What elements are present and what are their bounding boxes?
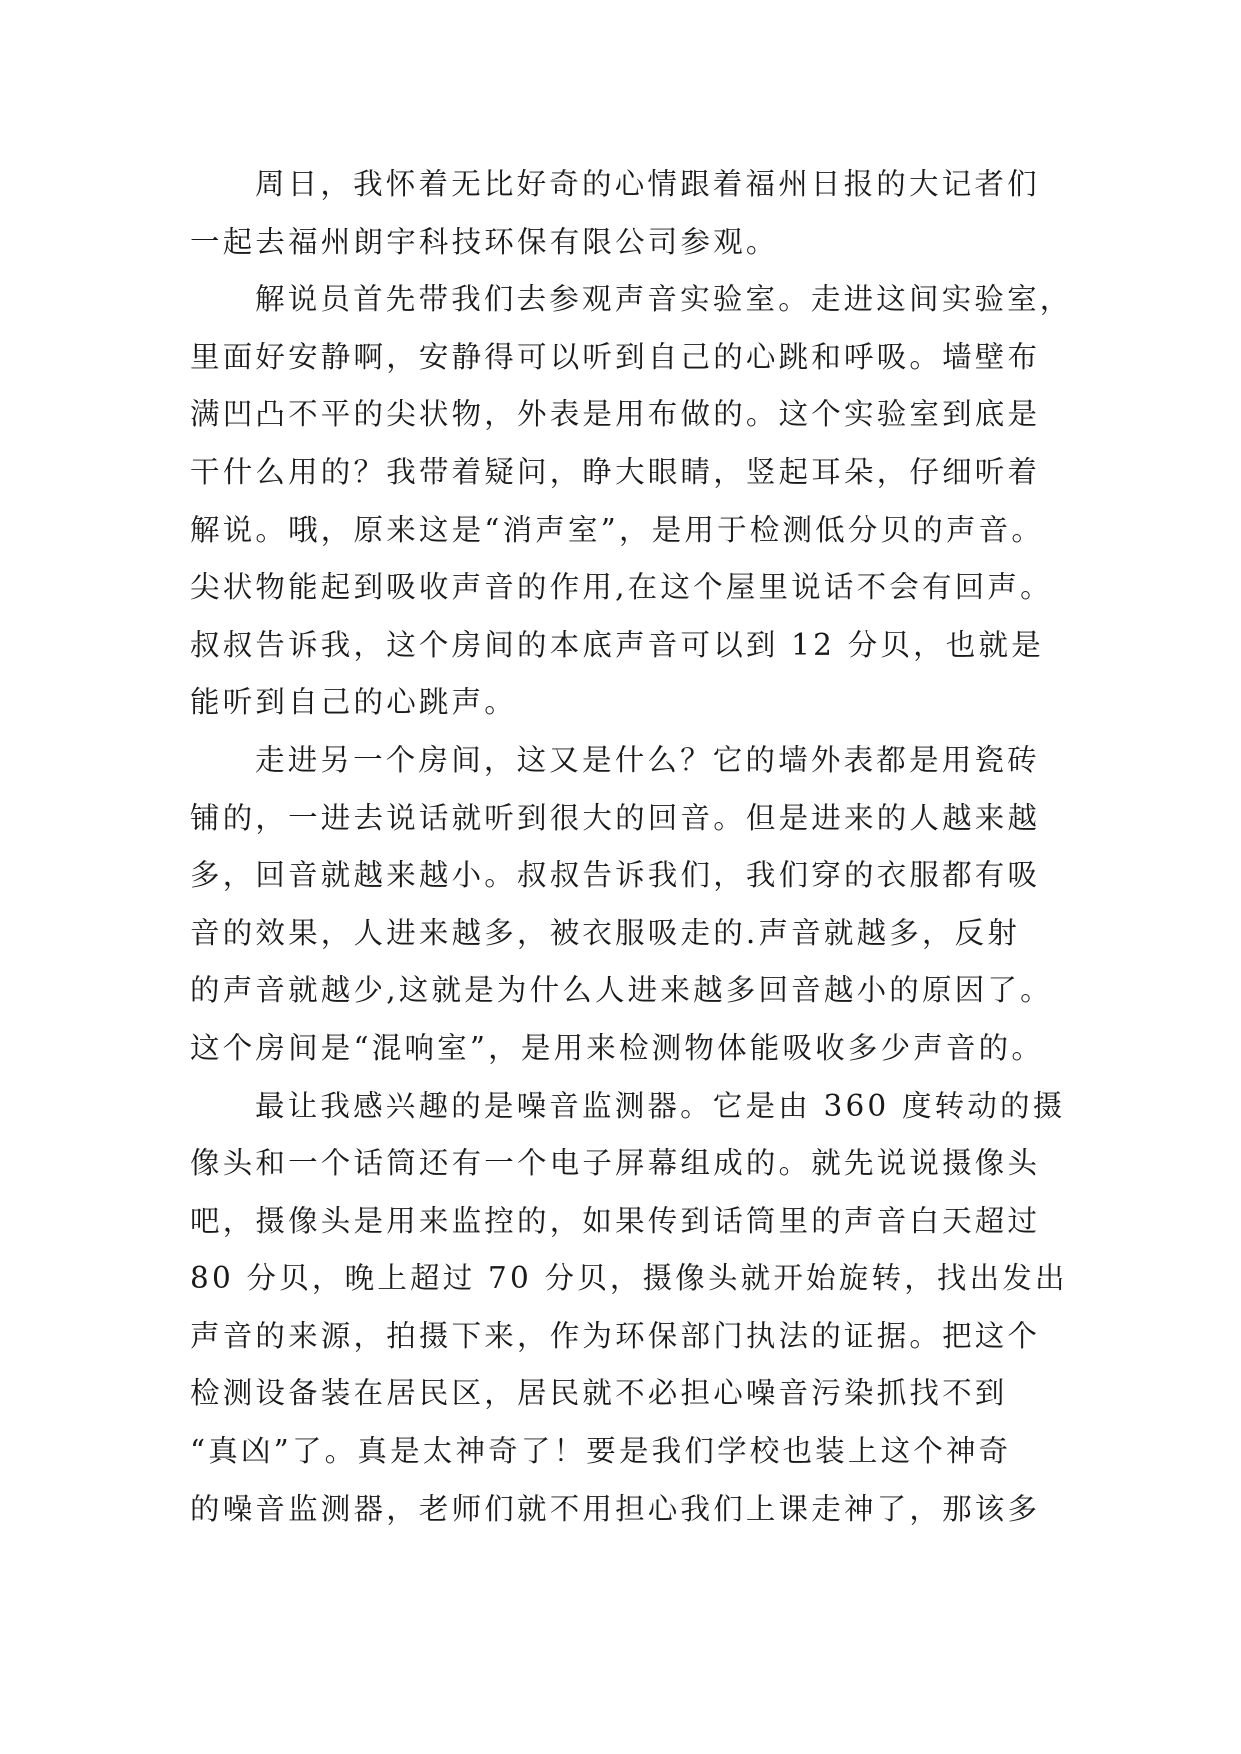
paragraph-2-line-1: 解说员首先带我们去参观声音实验室。走进这间实验室， bbox=[255, 282, 1073, 317]
paragraph-2-line-5: 解说。哦，原来这是“消声室”，是用于检测低分贝的声音。 bbox=[190, 512, 1045, 547]
paragraph-3-line-1: 走进另一个房间，这又是什么？它的墙外表都是用瓷砖 bbox=[255, 742, 1040, 777]
paragraph-2-line-4: 干什么用的？我带着疑问，睁大眼睛，竖起耳朵，仔细听着 bbox=[190, 454, 1041, 489]
paragraph-2-line-2: 里面好安静啊，安静得可以听到自己的心跳和呼吸。墙壁布 bbox=[190, 339, 1041, 374]
paragraph-2-line-6: 尖状物能起到吸收声音的作用,在这个屋里说话不会有回声。 bbox=[190, 570, 1053, 605]
paragraph-4-line-7: “真凶”了。真是太神奇了！要是我们学校也装上这个神奇 bbox=[190, 1434, 1012, 1469]
paragraph-1-line-2: 一起去福州朗宇科技环保有限公司参观。 bbox=[190, 224, 779, 259]
paragraph-4-line-5: 声音的来源，拍摄下来，作为环保部门执法的证据。把这个 bbox=[190, 1318, 1041, 1353]
essay-body bbox=[190, 156, 1073, 1538]
paragraph-3-line-4: 音的效果，人进来越多，被衣服吸走的.声音就越多，反射 bbox=[190, 915, 1021, 950]
paragraph-4-line-8: 的噪音监测器，老师们就不用担心我们上课走神了，那该多 bbox=[190, 1491, 1041, 1526]
paragraph-4-line-4: 80 分贝，晚上超过 70 分贝，摄像头就开始旋转，找出发出 bbox=[190, 1261, 1068, 1296]
paragraph-4-line-6: 检测设备装在居民区，居民就不必担心噪音污染抓找不到 bbox=[190, 1376, 1008, 1411]
paragraph-3-line-6: 这个房间是“混响室”，是用来检测物体能吸收多少声音的。 bbox=[190, 1030, 1045, 1065]
paragraph-4-line-3: 吧，摄像头是用来监控的，如果传到话筒里的声音白天超过 bbox=[190, 1203, 1041, 1238]
paragraph-2-line-7: 叔叔告诉我，这个房间的本底声音可以到 12 分贝，也就是 bbox=[190, 627, 1044, 662]
paragraph-2-line-3: 满凹凸不平的尖状物，外表是用布做的。这个实验室到底是 bbox=[190, 397, 1041, 432]
paragraph-3-line-5: 的声音就越少,这就是为什么人进来越多回音越小的原因了。 bbox=[190, 973, 1053, 1008]
paragraph-2-line-8: 能听到自己的心跳声。 bbox=[190, 685, 518, 720]
paragraph-4-line-2: 像头和一个话筒还有一个电子屏幕组成的。就先说说摄像头 bbox=[190, 1146, 1041, 1181]
paragraph-3-line-3: 多，回音就越来越小。叔叔告诉我们，我们穿的衣服都有吸 bbox=[190, 858, 1041, 893]
paragraph-4-line-1: 最让我感兴趣的是噪音监测器。它是由 360 度转动的摄 bbox=[255, 1088, 1066, 1123]
paragraph-1-line-1: 周日，我怀着无比好奇的心情跟着福州日报的大记者们 bbox=[255, 167, 1040, 201]
paragraph-3-line-2: 铺的，一进去说话就听到很大的回音。但是进来的人越来越 bbox=[190, 800, 1041, 835]
